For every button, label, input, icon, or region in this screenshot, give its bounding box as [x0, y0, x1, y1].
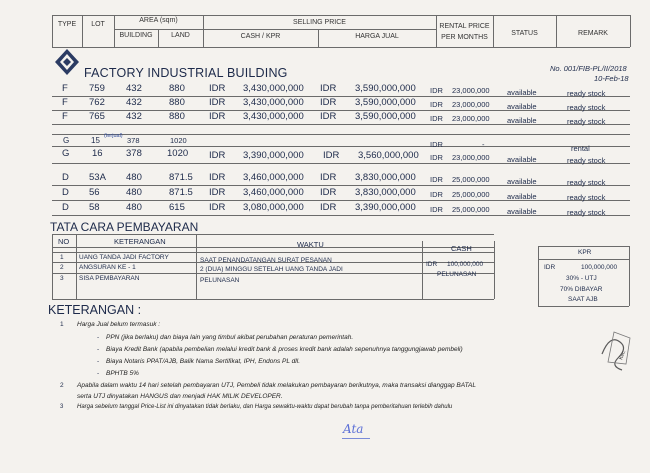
col-selling-price: SELLING PRICE — [293, 19, 346, 26]
f-row1-building: 432 — [126, 83, 142, 94]
d-row2-cash: 3,460,000,000 — [243, 187, 304, 198]
col-type: TYPE — [57, 21, 77, 28]
col-rental-price: RENTAL PRICE — [439, 23, 490, 30]
payment-row3-ket: SISA PEMBAYARAN — [79, 275, 140, 282]
ket-item2-number: 2 — [60, 382, 64, 389]
f-row2-lot: 762 — [89, 97, 105, 108]
payment-row2-waktu: 2 (DUA) MINGGU SETELAH UANG TANDA JADI — [200, 266, 343, 273]
d-row1-rent: 25,000,000 — [452, 175, 490, 184]
f-row1-cur2: IDR — [320, 83, 337, 94]
ket-item1: Harga Jual belum termasuk : — [77, 321, 161, 328]
col-remark: REMARK — [578, 30, 608, 37]
ket-sub4: BPHTB 5% — [106, 370, 139, 377]
document-date: 10-Feb-18 — [594, 74, 629, 83]
svg-text:Kec.: Kec. — [618, 349, 628, 361]
kpr-header: KPR — [578, 249, 592, 256]
f-row2-cur1: IDR — [209, 97, 226, 108]
header-top-line — [52, 15, 630, 16]
payment-title: TATA CARA PEMBAYARAN — [50, 220, 199, 234]
f-row2-rent: 23,000,000 — [452, 100, 490, 109]
f-row2-type: F — [62, 97, 68, 108]
f-row3-land: 880 — [169, 111, 185, 122]
g-row2-cash-currency: IDR — [209, 150, 226, 161]
f-row3-harga: 3,590,000,000 — [355, 111, 416, 122]
payment-row2-no: 2 — [60, 264, 64, 271]
d-row3-lot: 58 — [89, 202, 100, 213]
header-bottom-line — [52, 47, 630, 48]
d-row1-cur3: IDR — [430, 175, 443, 184]
f-row1-cash: 3,430,000,000 — [243, 83, 304, 94]
d-row2-status: available — [507, 192, 537, 201]
g-row2-rent-currency: IDR — [430, 153, 443, 162]
d-row1-building: 480 — [126, 172, 142, 183]
d-row1-harga: 3,830,000,000 — [355, 172, 416, 183]
f-row3-cur3: IDR — [430, 114, 443, 123]
d-row1-type: D — [62, 172, 69, 183]
d-row2-cur1: IDR — [209, 187, 226, 198]
g-row1-rent: - — [482, 140, 485, 149]
row-divider — [52, 215, 630, 216]
d-row1-land: 871.5 — [169, 172, 193, 183]
kpr-row3-value: 70% DIBAYAR — [560, 286, 603, 293]
payment-row1-waktu: SAAT PENANDATANGAN SURAT PESANAN — [200, 257, 332, 264]
d-row3-type: D — [62, 202, 69, 213]
f-row3-cur1: IDR — [209, 111, 226, 122]
f-row3-status: available — [507, 116, 537, 125]
d-row1-cur1: IDR — [209, 172, 226, 183]
f-row1-type: F — [62, 83, 68, 94]
f-row1-status: available — [507, 88, 537, 97]
g-row2-harga-currency: IDR — [323, 150, 340, 161]
kpr-row1-currency: IDR — [544, 264, 556, 271]
d-row3-remark: ready stock — [567, 208, 606, 217]
f-row2-remark: ready stock — [567, 103, 606, 112]
row-divider — [52, 185, 630, 186]
g-row1-remark: rental — [571, 144, 590, 153]
document-number: No. 001/FIB-PL/II/2018 — [550, 64, 627, 73]
g-row1-land: 1020 — [170, 136, 187, 145]
company-logo — [54, 48, 80, 76]
d-row1-lot: 53A — [89, 172, 106, 183]
f-row3-cur2: IDR — [320, 111, 337, 122]
g-row2-rent: 23,000,000 — [452, 153, 490, 162]
g-row2-land: 1020 — [167, 148, 189, 159]
price-list-sheet: TYPE LOT AREA (sqm) BUILDING LAND SELLING PRICE CASH / KPR HARGA JUAL RENTAL PRICE PER MONTHS STATUS REMARK FACTORY INDUSTRIAL BUILDING No. 001/FIB-PL/II/2018 10-Feb-18 F 759 432 880 IDR 3,430,000,000 IDR 3,590,000,000 IDR 23,000,000 available ready stock F 762 432 880 IDR 3,430,000,000 IDR 3,590,000,000 IDR 23,000,000 available ready stock F 765 432 880 IDR 3,430,000,000 IDR 3,590,000,000 IDR 23,000,000 available ready stock G 15 (terjual) 378 1020 IDR - rental G 16 378 1020 IDR 3,390,000,000 IDR 3,560,000,000 IDR 23,000,000 available ready stock D 53A 480 871.5 IDR 3,460,000,000 IDR 3,830,000,000 IDR 25,000,000 available ready stock D 56 480 871.5 IDR 3,460,000,000 IDR 3,830,000,000 IDR 25,000,000 available ready stock D 58 480 615 IDR 3,080,000,000 IDR 3,390,000,000 IDR 25,000,000 available ready stock TATA CARA PEMBAYARAN NO KETERANGAN WAKTU CASH 1 UANG TANDA JADI FACTORY SAAT PENANDATANGAN SURAT PESANAN IDR 100,000,000 2 ANGSURAN KE - 1 2 (DUA) MINGGU SETELAH UANG TANDA JADI PELUNASAN 3 SISA PEMBAYARAN PELUNASAN KPR IDR 100,000,000 30% - UTJ 70% DIBAYAR SAAT AJB KETERANGAN : 1 Harga Jual belum termasuk : - PPN (jika berlaku) dan biaya lain yang timbul akibat perubahan peraturan pemerintah. - Biaya Kredit Bank (apabila pembelian melalui kredit bank & proses kredit bank adalah sepenuhnya tanggungjawab pembeli) - Biaya Notaris PPAT/AJB, Balik Nama Sertifikat, IPH, Endons PL dll. - BPHTB 5% 2 Apabila dalam waktu 14 hari setelah pembayaran UTJ, Pembeli tidak melakukan pembayaran berikutnya, maka transaksi dianggap BATAL serta UTJ dinyatakan HANGUS dan menjadi HAK MILIK DEVELOPER. 3 Harga sebelum tanggal Price-List ini dinyatakan tidak berlaku, dan Harga sewaktu-waktu dapat berubah tanpa pemberitahuan terlebih dahulu Kec. Ata — [0, 0, 650, 473]
d-row1-cur2: IDR — [320, 172, 337, 183]
g-row1-type: G — [63, 136, 70, 145]
ket-sub3: Biaya Notaris PPAT/AJB, Balik Nama Sertifikat, IPH, Endons PL dll. — [106, 358, 300, 365]
payment-row1-cash: 100,000,000 — [447, 261, 484, 268]
d-row3-cur1: IDR — [209, 202, 226, 213]
d-row2-remark: ready stock — [567, 193, 606, 202]
f-row2-cash: 3,430,000,000 — [243, 97, 304, 108]
payment-row3-waktu: PELUNASAN — [200, 277, 240, 284]
ket-item1-number: 1 — [60, 321, 64, 328]
d-row3-cash: 3,080,000,000 — [243, 202, 304, 213]
col-per-months: PER MONTHS — [441, 34, 488, 41]
f-row3-building: 432 — [126, 111, 142, 122]
f-row1-cur1: IDR — [209, 83, 226, 94]
g-row2-type: G — [62, 148, 70, 159]
d-row2-cur2: IDR — [320, 187, 337, 198]
col-area: AREA (sqm) — [139, 17, 178, 24]
g-row2-remark: ready stock — [567, 156, 606, 165]
col-status: STATUS — [511, 30, 538, 37]
payment-row1-cash-currency: IDR — [426, 261, 438, 268]
f-row3-remark: ready stock — [567, 117, 606, 126]
g-row1-lot: 15 — [91, 136, 100, 145]
ket-item2-line2: serta UTJ dinyatakan HANGUS dan menjadi HAK MILIK DEVELOPER. — [77, 393, 283, 400]
d-row3-status: available — [507, 207, 537, 216]
d-row2-building: 480 — [126, 187, 142, 198]
d-row2-cur3: IDR — [430, 190, 443, 199]
col-harga-jual: HARGA JUAL — [355, 33, 399, 40]
payment-row3-no: 3 — [60, 275, 64, 282]
f-row1-lot: 759 — [89, 83, 105, 94]
g-row2-status: available — [507, 155, 537, 164]
g-row2-cash: 3,390,000,000 — [243, 150, 304, 161]
f-row1-rent: 23,000,000 — [452, 86, 490, 95]
g-row2-building: 378 — [126, 148, 142, 159]
keterangan-title: KETERANGAN : — [48, 303, 142, 317]
ket-item3: Harga sebelum tanggal Price-List ini dinyatakan tidak berlaku, dan Harga sewaktu-waktu dapat berubah tanpa pemberitahuan terlebih dahulu — [77, 404, 453, 410]
g-row2-lot: 16 — [92, 148, 103, 159]
g-row1-rent-currency: IDR — [430, 140, 443, 149]
payment-row1-no: 1 — [60, 254, 64, 261]
d-row3-cur2: IDR — [320, 202, 337, 213]
col-lot: LOT — [91, 21, 105, 28]
kpr-row2-value: 30% - UTJ — [566, 275, 597, 282]
d-row2-land: 871.5 — [169, 187, 193, 198]
f-row2-building: 432 — [126, 97, 142, 108]
col-cash-kpr: CASH / KPR — [240, 33, 281, 40]
d-row1-cash: 3,460,000,000 — [243, 172, 304, 183]
f-row1-remark: ready stock — [567, 89, 606, 98]
ket-sub2: Biaya Kredit Bank (apabila pembelian melalui kredit bank & proses kredit bank adalah sepenuhnya tanggungjawab pembeli) — [106, 346, 463, 353]
f-row3-rent: 23,000,000 — [452, 114, 490, 123]
f-row1-cur3: IDR — [430, 86, 443, 95]
payment-row1-ket: UANG TANDA JADI FACTORY — [79, 254, 169, 261]
f-row2-cur3: IDR — [430, 100, 443, 109]
kpr-row4-value: SAAT AJB — [568, 296, 598, 303]
f-row1-harga: 3,590,000,000 — [355, 83, 416, 94]
approval-stamp — [596, 324, 638, 376]
payment-col-waktu: WAKTU — [297, 240, 324, 249]
d-row3-cur3: IDR — [430, 205, 443, 214]
d-row2-lot: 56 — [89, 187, 100, 198]
row-divider — [52, 200, 630, 201]
d-row1-remark: ready stock — [567, 178, 606, 187]
d-row1-status: available — [507, 177, 537, 186]
page-title: FACTORY INDUSTRIAL BUILDING — [84, 66, 288, 80]
f-row2-status: available — [507, 102, 537, 111]
d-row2-rent: 25,000,000 — [452, 190, 490, 199]
signature-underline — [342, 438, 370, 439]
d-row2-harga: 3,830,000,000 — [355, 187, 416, 198]
payment-col-no: NO — [58, 237, 70, 246]
payment-col-keterangan: KETERANGAN — [114, 237, 166, 246]
f-row3-cash: 3,430,000,000 — [243, 111, 304, 122]
row-divider — [52, 124, 630, 125]
col-building: BUILDING — [119, 32, 153, 39]
d-row3-harga: 3,390,000,000 — [355, 202, 416, 213]
d-row3-building: 480 — [126, 202, 142, 213]
f-row3-type: F — [62, 111, 68, 122]
f-row3-lot: 765 — [89, 111, 105, 122]
f-row2-land: 880 — [169, 97, 185, 108]
d-row3-rent: 25,000,000 — [452, 205, 490, 214]
g-row1-note: (terjual) — [104, 133, 123, 139]
signature: Ata — [343, 422, 364, 436]
payment-col-cash: CASH — [451, 244, 472, 253]
g-row1-building: 378 — [127, 136, 140, 145]
ket-item3-number: 3 — [60, 404, 64, 410]
kpr-row1-value: 100,000,000 — [581, 264, 618, 271]
payment-row2-cash: PELUNASAN — [437, 271, 477, 278]
ket-item2-line1: Apabila dalam waktu 14 hari setelah pembayaran UTJ, Pembeli tidak melakukan pembayaran berikutnya, maka transaksi dianggap BATAL — [77, 382, 477, 389]
g-row2-harga: 3,560,000,000 — [358, 150, 419, 161]
col-land: LAND — [171, 32, 190, 39]
d-row3-land: 615 — [169, 202, 185, 213]
d-row2-type: D — [62, 187, 69, 198]
f-row2-cur2: IDR — [320, 97, 337, 108]
ket-sub1: PPN (jika berlaku) dan biaya lain yang timbul akibat perubahan peraturan pemerintah. — [106, 334, 354, 341]
f-row1-land: 880 — [169, 83, 185, 94]
payment-row2-ket: ANGSURAN KE - 1 — [79, 264, 136, 271]
f-row2-harga: 3,590,000,000 — [355, 97, 416, 108]
